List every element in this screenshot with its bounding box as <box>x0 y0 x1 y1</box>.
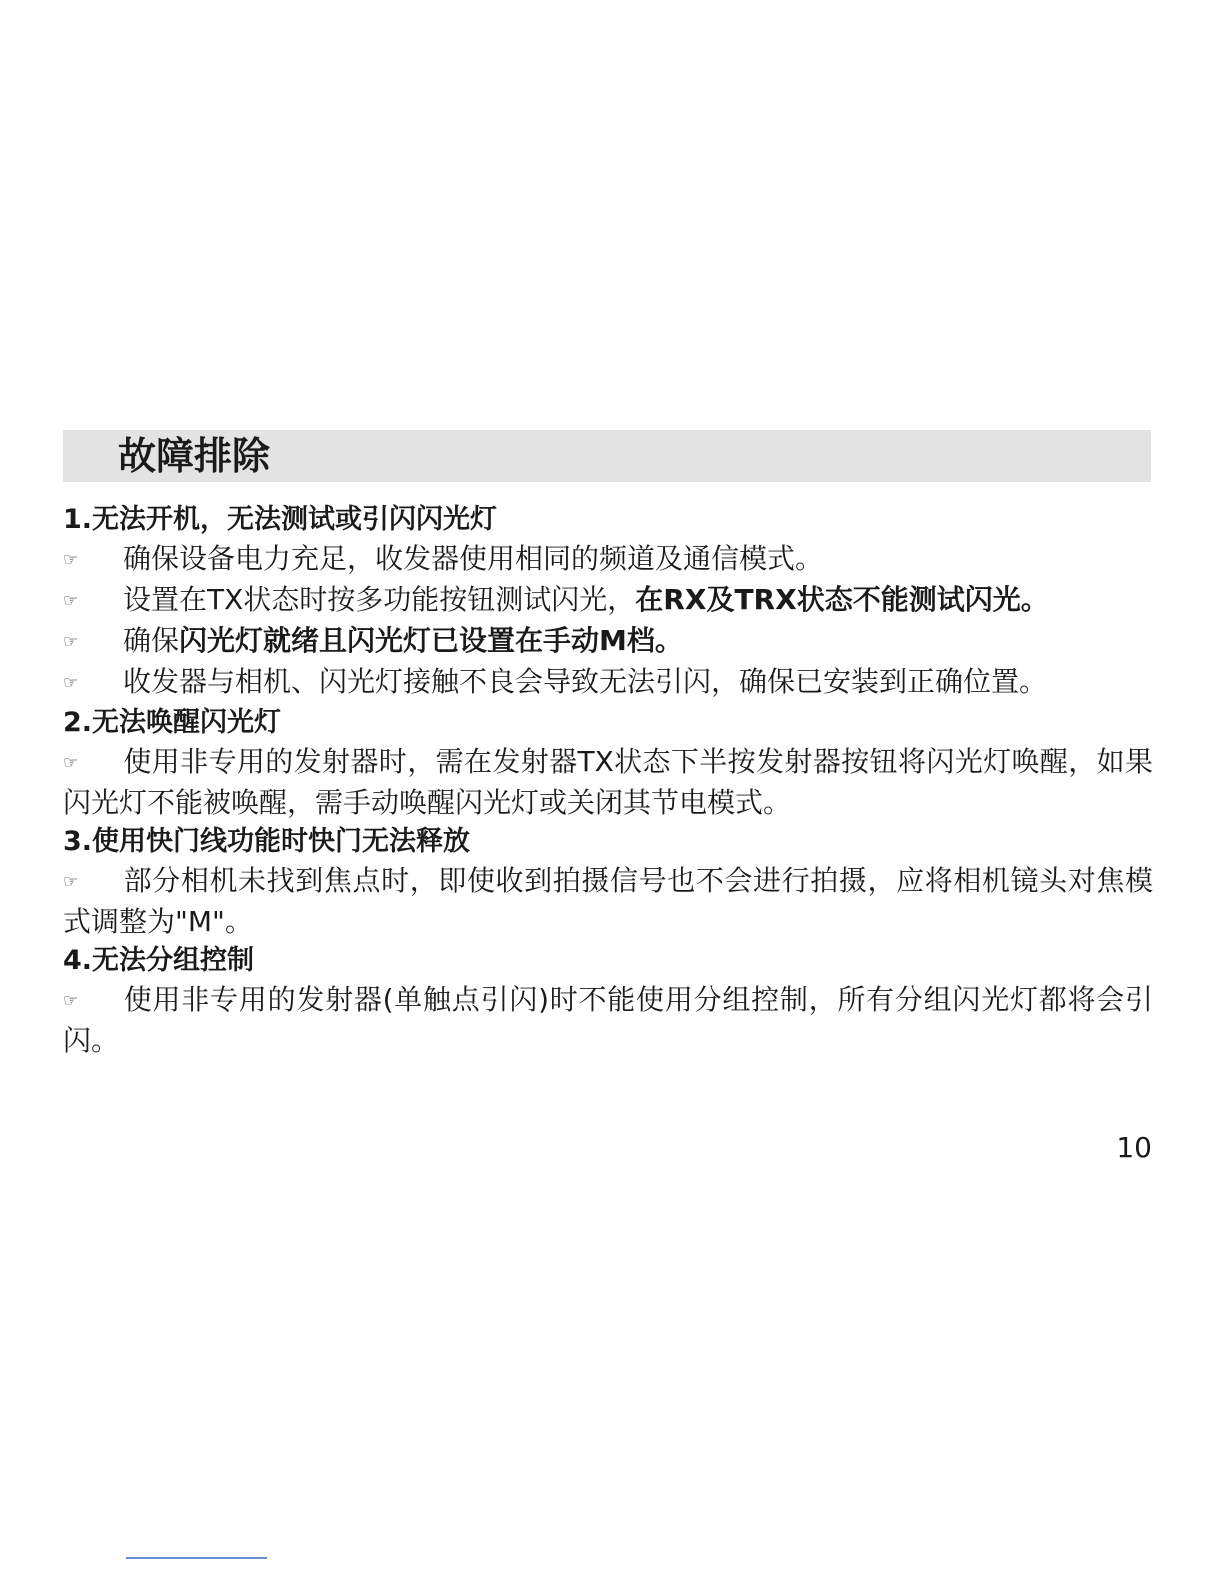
bullet-item <box>63 580 1153 621</box>
bullet-text: 使用非专用的发射器时，需在发射器TX状态下半按发射器按钮将闪光灯唤醒，如果闪光灯不能被唤醒，需手动唤醒闪光灯或关闭其节电模式。 <box>63 745 1153 819</box>
pointing-hand-icon: ☞ <box>63 673 79 693</box>
bullet-text: 收发器与相机、闪光灯接触不良会导致无法引闪，确保已安装到正确位置。 <box>123 665 1048 698</box>
pointing-hand-icon: ☞ <box>63 591 79 611</box>
section-heading: 4.无法分组控制 <box>63 945 255 976</box>
footer-underline <box>126 1557 267 1559</box>
bullet-item <box>63 539 1153 580</box>
section-heading: 1.无法开机，无法测试或引闪闪光灯 <box>63 504 498 535</box>
page-title: 故障排除 <box>118 434 271 478</box>
bullet-bold-text: 在RX及TRX状态不能测试闪光。 <box>635 583 1049 616</box>
pointing-hand-icon: ☞ <box>63 991 79 1011</box>
bullet-item <box>63 861 1153 941</box>
bullet-text: 部分相机未找到焦点时，即使收到拍摄信号也不会进行拍摄，应将相机镜头对焦模式调整为"M"。 <box>63 864 1153 938</box>
page-number: 10 <box>1116 1131 1152 1164</box>
bullet-item <box>63 662 1153 703</box>
content <box>63 500 1153 1060</box>
bullet-text: 设置在TX状态时按多功能按钮测试闪光， <box>123 583 636 616</box>
section-heading: 2.无法唤醒闪光灯 <box>63 707 282 738</box>
bullet-item <box>63 980 1153 1060</box>
bullet-text: 确保设备电力充足，收发器使用相同的频道及通信模式。 <box>123 542 824 575</box>
pointing-hand-icon: ☞ <box>63 550 79 570</box>
bullet-item <box>63 742 1153 822</box>
pointing-hand-icon: ☞ <box>63 632 79 652</box>
bullet-text: 使用非专用的发射器(单触点引闪)时不能使用分组控制，所有分组闪光灯都将会引闪。 <box>63 983 1153 1057</box>
page-title-bar <box>63 430 1151 482</box>
section-heading: 3.使用快门线功能时快门无法释放 <box>63 826 471 857</box>
pointing-hand-icon: ☞ <box>63 753 79 773</box>
bullet-bold-text: 闪光灯就绪且闪光灯已设置在手动M档。 <box>179 624 683 657</box>
bullet-item <box>63 621 1153 662</box>
pointing-hand-icon: ☞ <box>63 872 79 892</box>
bullet-text: 确保 <box>123 624 180 657</box>
